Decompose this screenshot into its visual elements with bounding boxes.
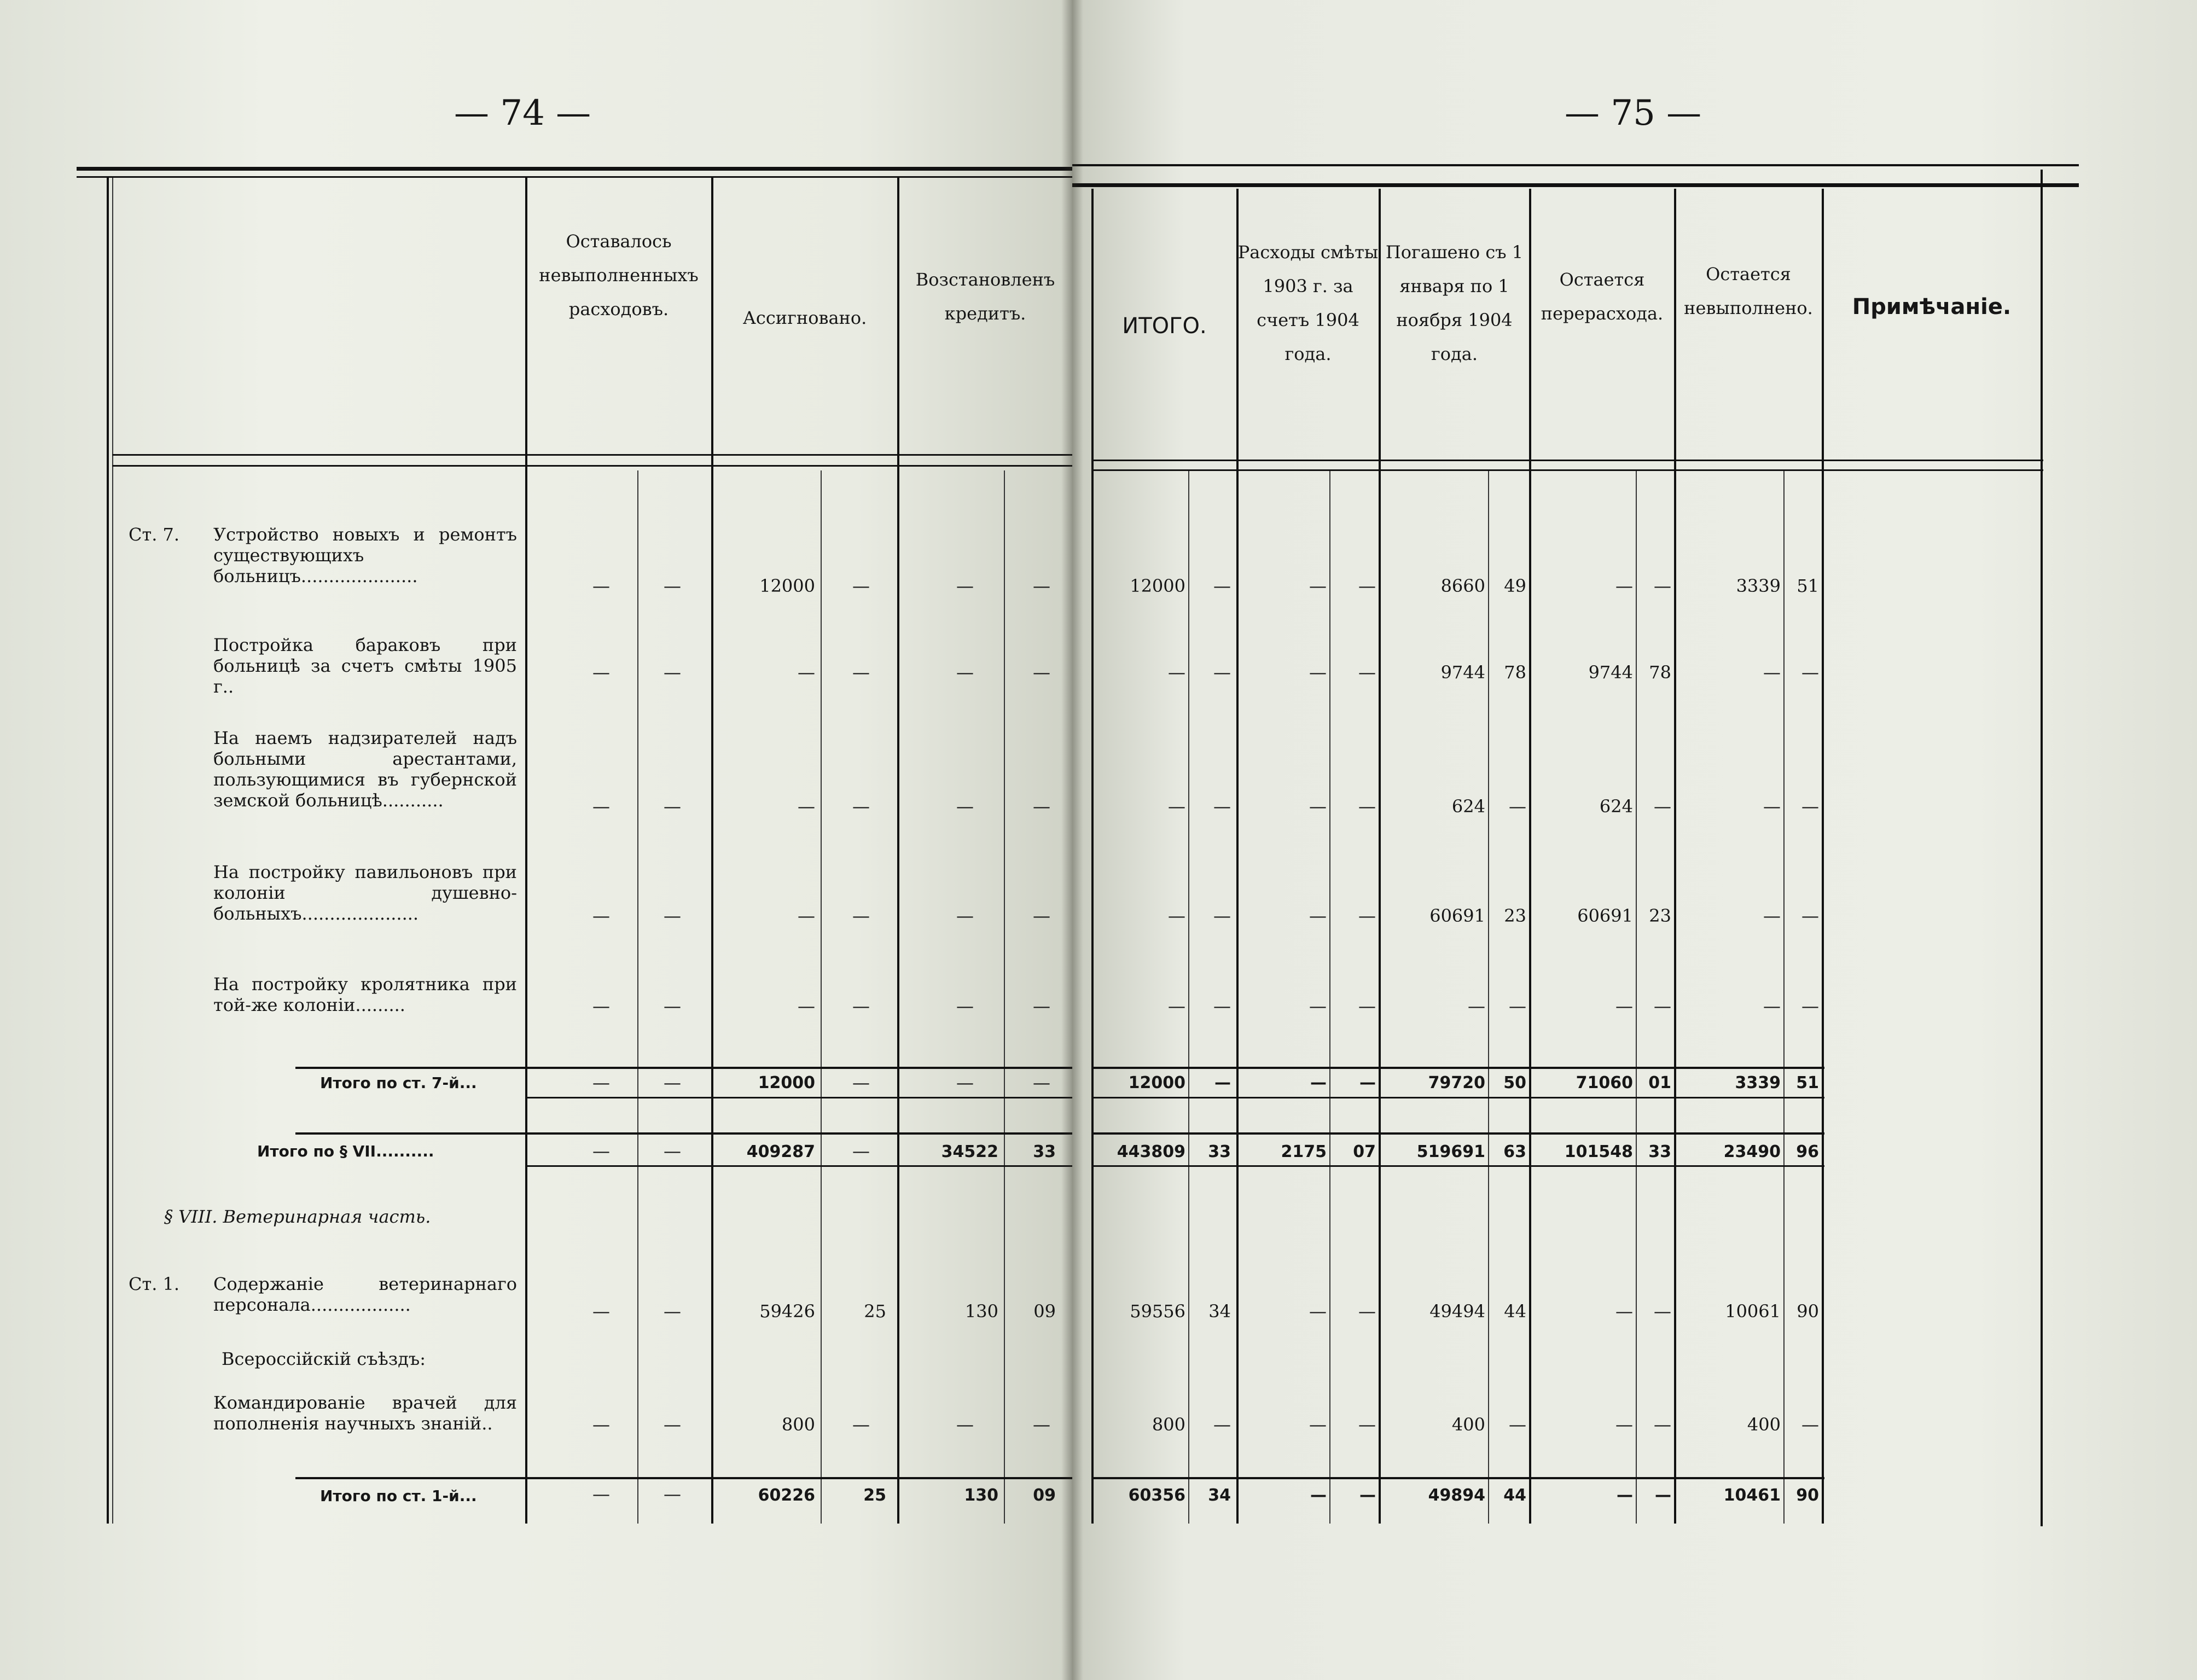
cell: 59426	[759, 1301, 815, 1322]
cell: —	[1763, 796, 1781, 817]
cell: —	[1763, 996, 1781, 1016]
col-subsep	[1188, 470, 1189, 1524]
header-assigned: Ассигновано.	[742, 307, 867, 328]
cell: 400	[1451, 1414, 1485, 1435]
cell: —	[592, 1072, 610, 1093]
row-desc: На постройку кролятника при той-же колоніи.........	[213, 974, 517, 1015]
cell: —	[852, 1141, 870, 1161]
cell: —	[1213, 662, 1231, 683]
cell: 23	[1649, 905, 1671, 926]
cell: 01	[1648, 1073, 1671, 1092]
cell: 44	[1503, 1486, 1526, 1505]
col-sep	[1379, 189, 1381, 1524]
cell: 90	[1797, 1301, 1819, 1322]
total-rule	[525, 1165, 1072, 1167]
total-rule	[1091, 1477, 1824, 1479]
cell: 78	[1504, 662, 1526, 683]
cell: —	[1359, 1486, 1376, 1505]
cell: —	[852, 575, 870, 596]
cell: —	[1509, 1414, 1526, 1435]
cell: 33	[1033, 1142, 1056, 1161]
col-sep	[1529, 189, 1531, 1524]
cell: —	[1509, 996, 1526, 1016]
row-desc: Командированіе врачей для пополненія научныхъ знаній..	[213, 1392, 517, 1434]
top-rule-thin	[1072, 164, 2079, 166]
cell: —	[1033, 1072, 1050, 1093]
section-heading: § VIII. Ветеринарная часть.	[164, 1206, 431, 1227]
cell: —	[1763, 662, 1781, 683]
cell: 130	[964, 1486, 998, 1505]
cell: —	[1214, 1073, 1231, 1092]
cell: —	[798, 796, 815, 817]
cell: —	[1358, 905, 1376, 926]
cell: —	[1309, 905, 1327, 926]
cell: —	[956, 575, 974, 596]
cell: 130	[964, 1301, 998, 1322]
cell: —	[1655, 1486, 1671, 1505]
cell: 60356	[1128, 1486, 1185, 1505]
cell: —	[1359, 1073, 1376, 1092]
total-rule	[1091, 1165, 1824, 1167]
header-expenses: Расходы смѣты 1903 г. за счетъ 1904 года.	[1237, 242, 1379, 364]
cell: —	[852, 1414, 870, 1435]
cell: —	[1033, 1414, 1050, 1435]
cell: 400	[1747, 1414, 1781, 1435]
cell: —	[1168, 662, 1185, 683]
cell: —	[592, 1301, 610, 1322]
cell: —	[1654, 1301, 1671, 1322]
col-sep	[1822, 189, 1824, 1524]
row-label: Ст. 7.	[129, 524, 180, 545]
cell: —	[1358, 796, 1376, 817]
cell: 34	[1208, 1486, 1231, 1505]
header-unfulfilled: Остается невыполнено.	[1684, 264, 1813, 318]
cell: —	[664, 796, 681, 817]
cell: —	[1358, 1301, 1376, 1322]
cell: 96	[1796, 1142, 1819, 1161]
cell: —	[1309, 575, 1327, 596]
cell: —	[664, 575, 681, 596]
cell: —	[664, 662, 681, 683]
cell: —	[1168, 796, 1185, 817]
cell: 33	[1208, 1142, 1231, 1161]
cell: —	[1213, 905, 1231, 926]
cell: 60226	[758, 1486, 815, 1505]
cell: 10061	[1725, 1301, 1781, 1322]
total-rule	[295, 1132, 1072, 1135]
cell: —	[1358, 662, 1376, 683]
cell: —	[664, 905, 681, 926]
row-desc: Содержаніе ветеринарнаго персонала..................	[213, 1274, 517, 1315]
cell: —	[1615, 1301, 1633, 1322]
cell: 25	[864, 1301, 886, 1322]
total-rule	[295, 1477, 1072, 1479]
cell: —	[1801, 796, 1819, 817]
cell: 443809	[1117, 1142, 1185, 1161]
cell: 34	[1208, 1301, 1231, 1322]
cell: —	[592, 796, 610, 817]
total-rule	[295, 1067, 1072, 1069]
cell: 3339	[1735, 1073, 1781, 1092]
row-desc: На наемъ надзирателей надъ больными арестантами, пользующимися въ губернской земской больницѣ...........	[213, 728, 517, 811]
cell: —	[1213, 1414, 1231, 1435]
cell: 25	[863, 1486, 886, 1505]
cell: 63	[1503, 1142, 1526, 1161]
cell: —	[592, 575, 610, 596]
col-sep	[1236, 189, 1239, 1524]
cell: 9744	[1440, 662, 1485, 683]
cell: —	[1309, 1414, 1327, 1435]
header-overspend: Остается перерасхода.	[1541, 269, 1664, 324]
cell: 101548	[1564, 1142, 1633, 1161]
top-rule	[1072, 183, 2079, 187]
cell: 23490	[1723, 1142, 1781, 1161]
cell: 71060	[1576, 1073, 1633, 1092]
cell: —	[592, 662, 610, 683]
header-notes: Примѣчаніе.	[1852, 294, 2012, 319]
cell: 49894	[1428, 1486, 1485, 1505]
cell: 49	[1504, 575, 1526, 596]
header-rule	[1091, 460, 2043, 461]
cell: —	[1654, 1414, 1671, 1435]
cell: —	[1468, 996, 1485, 1016]
total-rule	[1091, 1097, 1824, 1098]
cell: —	[1310, 1073, 1327, 1092]
right-page	[1072, 0, 2197, 1680]
cell: —	[1033, 905, 1050, 926]
cell: 624	[1599, 796, 1633, 817]
cell: —	[1033, 996, 1050, 1016]
cell: 09	[1033, 1301, 1056, 1322]
cell: 59556	[1130, 1301, 1185, 1322]
cell: 10461	[1723, 1486, 1781, 1505]
col-sep	[1091, 189, 1094, 1524]
cell: —	[852, 1072, 870, 1093]
cell: 2175	[1281, 1142, 1327, 1161]
cell: —	[1615, 996, 1633, 1016]
cell: —	[592, 905, 610, 926]
cell: 8660	[1440, 575, 1485, 596]
col-subsep	[1488, 470, 1489, 1524]
col-sep	[525, 178, 527, 1524]
col-sep	[711, 178, 713, 1524]
cell: —	[1801, 1414, 1819, 1435]
col-subsep	[1783, 470, 1785, 1524]
cell: —	[592, 996, 610, 1016]
cell: —	[1309, 996, 1327, 1016]
header-total: ИТОГО.	[1122, 313, 1207, 339]
left-page	[0, 0, 1072, 1680]
cell: —	[1033, 796, 1050, 817]
page-number-left: — 74 —	[454, 93, 591, 133]
cell: 624	[1451, 796, 1485, 817]
cell: 9744	[1588, 662, 1633, 683]
cell: —	[1168, 996, 1185, 1016]
cell: —	[1358, 1414, 1376, 1435]
row-desc: Устройство новыхъ и ремонтъ существующихъ больницъ.....................	[213, 524, 517, 586]
cell: 12000	[759, 575, 815, 596]
cell: —	[1654, 796, 1671, 817]
cell: 09	[1033, 1486, 1056, 1505]
cell: —	[1309, 796, 1327, 817]
cell: 50	[1503, 1073, 1526, 1092]
cell: —	[664, 996, 681, 1016]
cell: —	[1309, 1301, 1327, 1322]
header-rule	[112, 454, 1072, 456]
cell: —	[1801, 996, 1819, 1016]
cell: —	[852, 905, 870, 926]
total-s7-label: Итого по § VII..........	[257, 1142, 434, 1160]
cell: —	[852, 662, 870, 683]
cell: 12000	[1130, 575, 1185, 596]
header-paid: Погашено съ 1 января по 1 ноября 1904 года.	[1385, 242, 1524, 364]
cell: —	[1509, 796, 1526, 817]
cell: 800	[1152, 1414, 1185, 1435]
book-spine	[1061, 0, 1083, 1680]
cell: —	[1213, 575, 1231, 596]
cell: —	[592, 1484, 610, 1504]
table-border-left	[107, 178, 109, 1524]
cell: 3339	[1736, 575, 1781, 596]
cell: —	[1654, 996, 1671, 1016]
col-sep	[897, 178, 899, 1524]
cell: 44	[1504, 1301, 1526, 1322]
col-subsep	[1636, 470, 1637, 1524]
cell: 60691	[1577, 905, 1633, 926]
col-subsep	[821, 470, 822, 1524]
cell: 23	[1504, 905, 1526, 926]
cell: —	[1168, 905, 1185, 926]
cell: 519691	[1416, 1142, 1485, 1161]
cell: 12000	[758, 1073, 815, 1092]
cell: —	[852, 996, 870, 1016]
col-sep	[1674, 189, 1676, 1524]
col-subsep	[1329, 470, 1330, 1524]
col-subsep	[637, 470, 638, 1524]
total-rule	[525, 1097, 1072, 1098]
page-number-right: — 75 —	[1565, 93, 1702, 133]
header-rule	[1091, 469, 2043, 471]
cell: —	[956, 662, 974, 683]
cell: —	[664, 1141, 681, 1161]
top-rule	[77, 167, 1072, 171]
cell: —	[956, 796, 974, 817]
cell: 409287	[746, 1142, 815, 1161]
cell: 60691	[1429, 905, 1485, 926]
cell: —	[1033, 575, 1050, 596]
cell: —	[1615, 1414, 1633, 1435]
top-rule-thin	[77, 176, 1072, 178]
cell: —	[664, 1072, 681, 1093]
total-rule	[1091, 1067, 1824, 1069]
cell: 79720	[1428, 1073, 1485, 1092]
cell: —	[1310, 1486, 1327, 1505]
cell: 90	[1796, 1486, 1819, 1505]
cell: —	[1615, 575, 1633, 596]
row-desc: Всероссійскій съѣздъ:	[222, 1348, 426, 1369]
row-desc: На постройку павильоновъ при колоніи душевно-больныхъ.....................	[213, 862, 517, 924]
cell: —	[1213, 996, 1231, 1016]
cell: —	[592, 1141, 610, 1161]
header-remaining: Оставалось невыполненныхъ расходовъ.	[539, 231, 699, 319]
cell: —	[1213, 796, 1231, 817]
cell: —	[956, 1414, 974, 1435]
total-st1-label: Итого по ст. 1-й...	[320, 1487, 477, 1505]
cell: —	[1033, 662, 1050, 683]
cell: —	[664, 1301, 681, 1322]
cell: —	[592, 1414, 610, 1435]
cell: —	[1617, 1486, 1633, 1505]
col-subsep	[1004, 470, 1005, 1524]
cell: 12000	[1128, 1073, 1185, 1092]
total-rule	[1091, 1132, 1824, 1135]
cell: —	[852, 796, 870, 817]
cell: —	[956, 996, 974, 1016]
cell: —	[1763, 905, 1781, 926]
cell: —	[1358, 996, 1376, 1016]
row-desc: Постройка бараковъ при больницѣ за счетъ смѣты 1905 г..	[213, 635, 517, 697]
cell: —	[798, 996, 815, 1016]
table-border-left-inner	[112, 178, 113, 1524]
cell: —	[664, 1414, 681, 1435]
cell: 34522	[941, 1142, 998, 1161]
cell: —	[1654, 575, 1671, 596]
table-border-right	[2041, 170, 2043, 1526]
cell: —	[1801, 662, 1819, 683]
total-st7-label: Итого по ст. 7-й...	[320, 1074, 477, 1092]
cell: —	[1801, 905, 1819, 926]
cell: —	[1358, 575, 1376, 596]
cell: 51	[1797, 575, 1819, 596]
header-restored: Возстановленъ кредитъ.	[915, 269, 1055, 324]
cell: —	[664, 1484, 681, 1504]
cell: —	[798, 662, 815, 683]
cell: —	[1309, 662, 1327, 683]
cell: 07	[1353, 1142, 1376, 1161]
cell: 33	[1648, 1142, 1671, 1161]
cell: —	[956, 1072, 974, 1093]
cell: 49494	[1429, 1301, 1485, 1322]
header-rule	[112, 465, 1072, 467]
cell: 51	[1796, 1073, 1819, 1092]
row-label: Ст. 1.	[129, 1274, 180, 1294]
cell: 78	[1649, 662, 1671, 683]
cell: —	[798, 905, 815, 926]
cell: 800	[781, 1414, 815, 1435]
cell: —	[956, 905, 974, 926]
